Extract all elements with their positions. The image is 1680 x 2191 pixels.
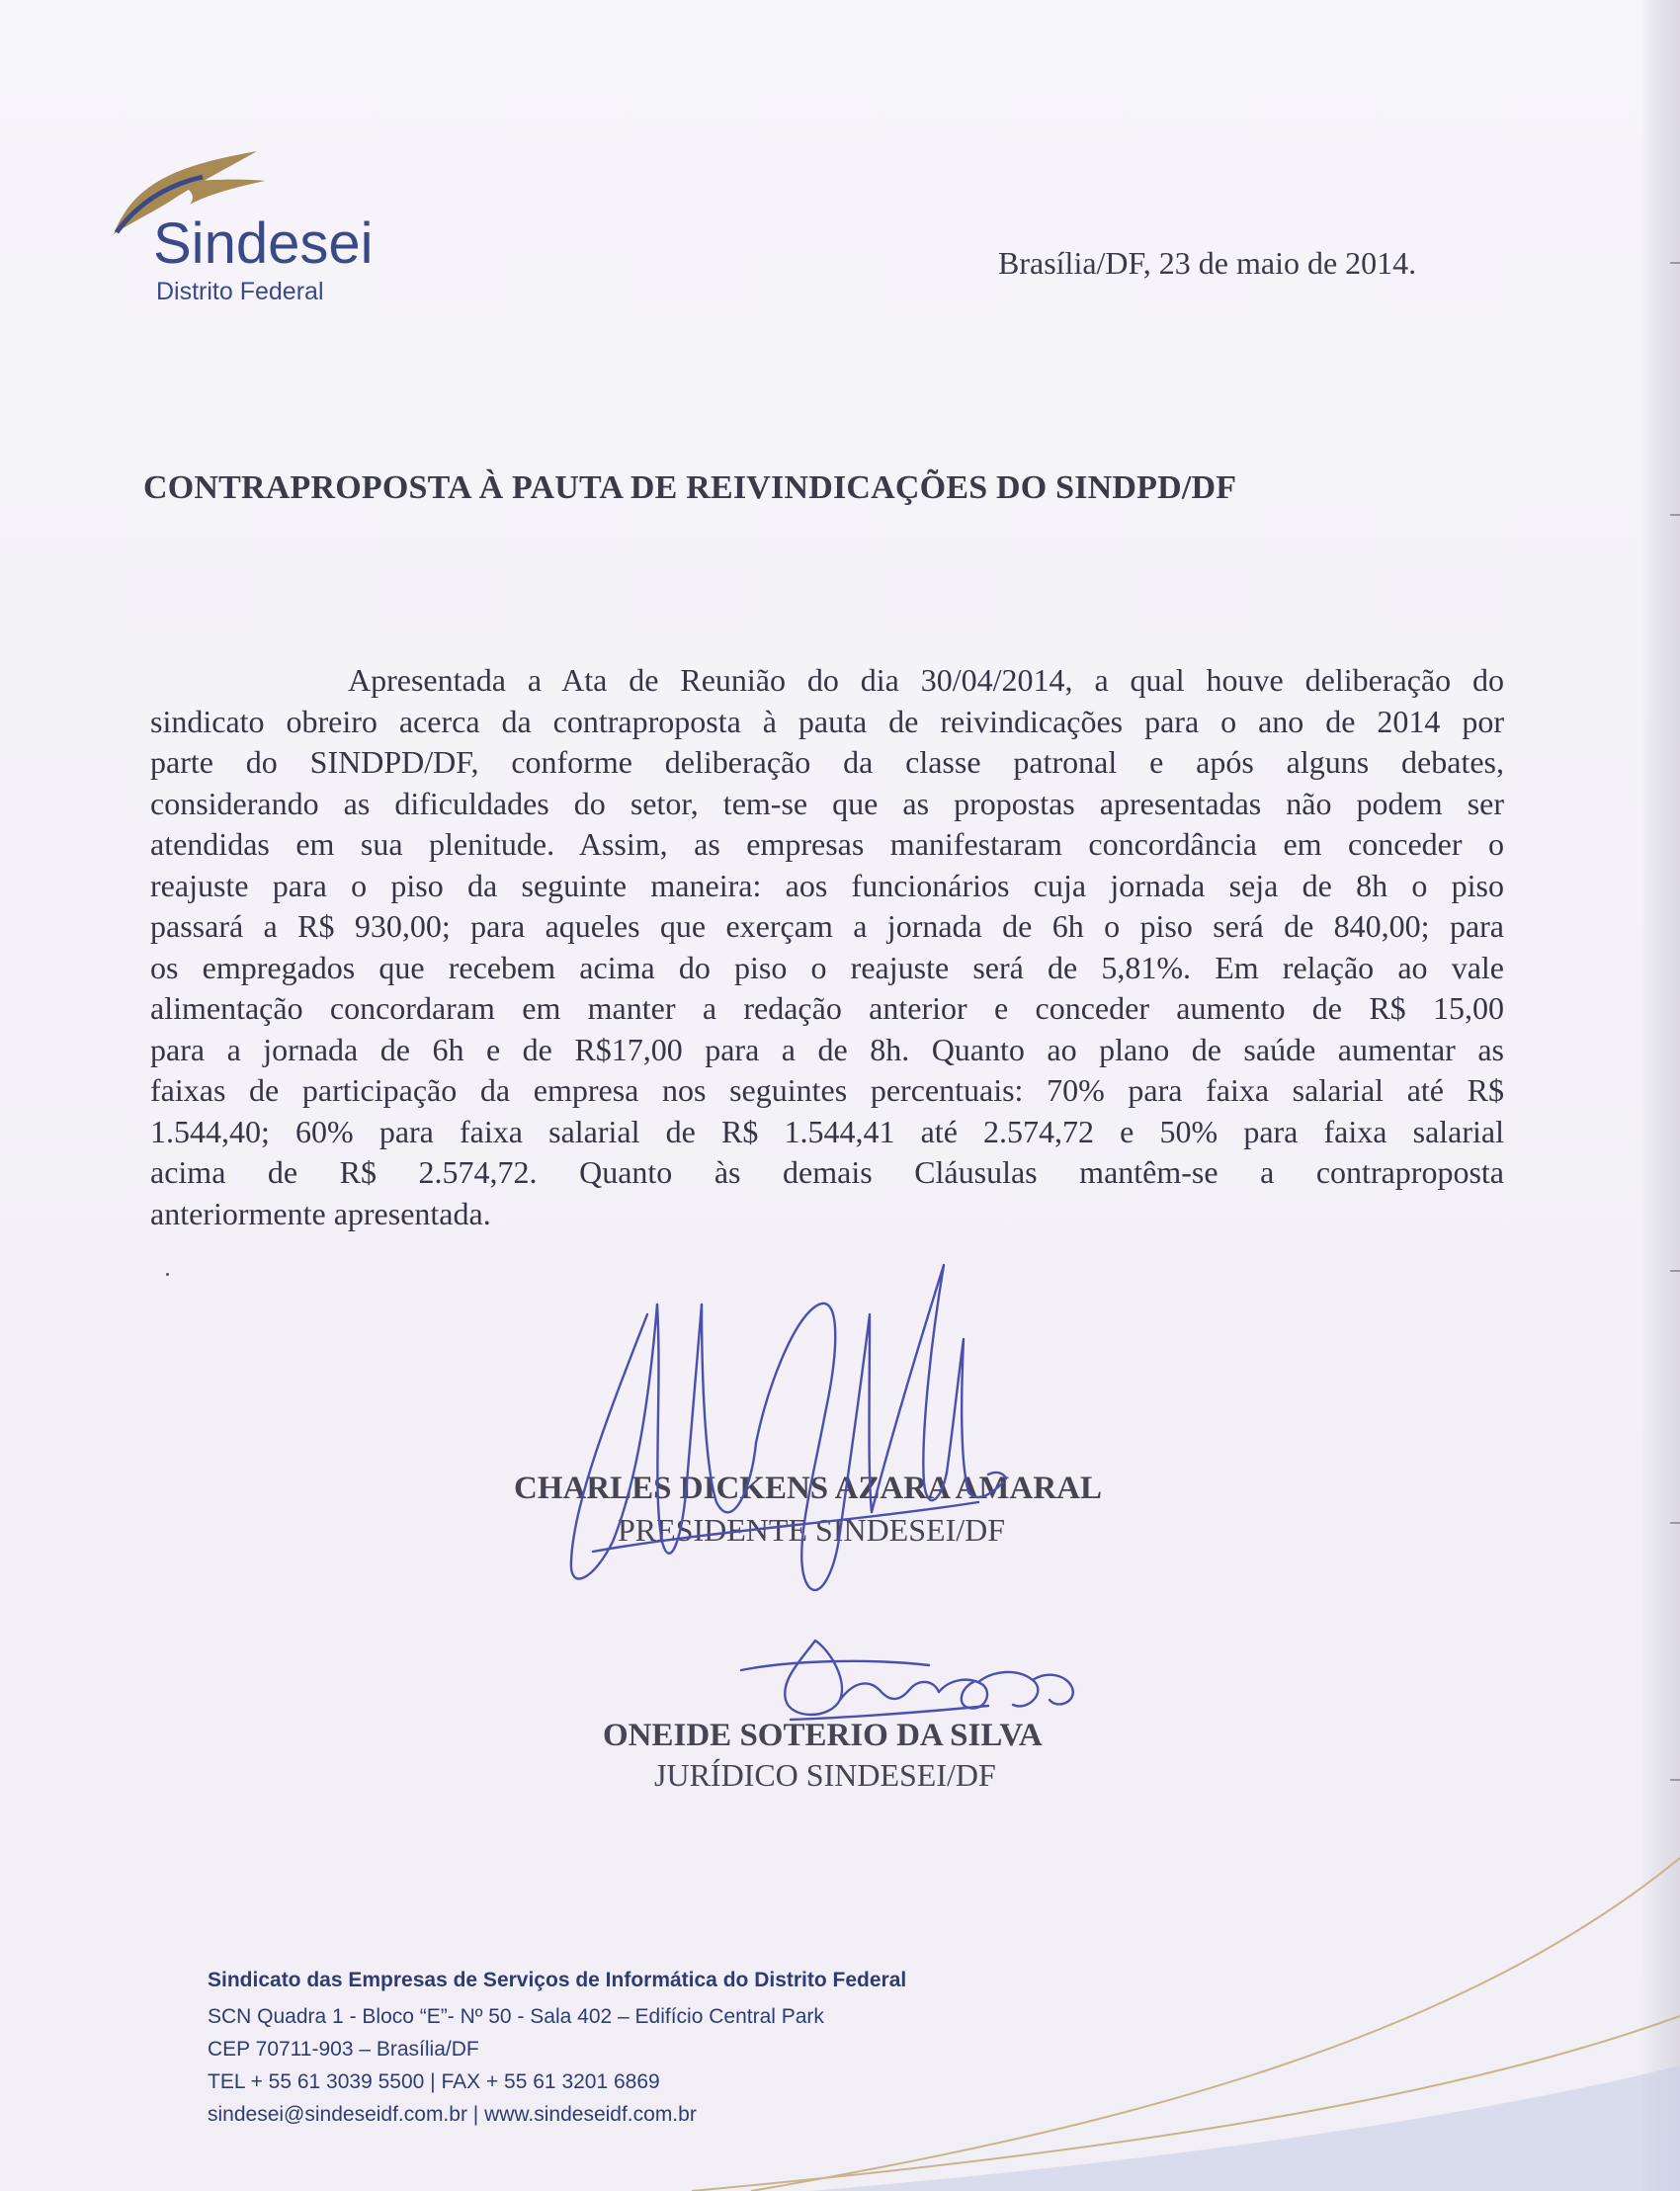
logo-region: Distrito Federal [156,278,324,305]
stray-dot [166,1273,169,1276]
body-line: faixas de participação da empresa nos seguintes percentuais: 70% para faixa salarial até R$ [150,1072,1504,1108]
body-line: atendidas em sua plenitude. Assim, as empresas manifestaram concordância em conceder o [150,826,1504,862]
footer-contact: sindesei@sindeseidf.com.br | www.sindeseidf.com.br [208,2103,697,2126]
footer-address: SCN Quadra 1 - Bloco “E”- Nº 50 - Sala 402 – Edifício Central Park [208,2005,824,2028]
footer-org-name: Sindicato das Empresas de Serviços de Informática do Distrito Federal [208,1969,907,1991]
body-line: parte do SINDPD/DF, conforme deliberação da classe patronal e após alguns debates, [150,744,1504,780]
sindesei-logo [109,143,405,311]
letterhead-footer [208,1969,1295,2131]
body-line: passará a R$ 930,00; para aqueles que exerçam a jornada de 6h o piso será de 840,00; para [150,908,1504,944]
body-line: sindicato obreiro acerca da contraproposta à pauta de reivindicações para o ano de 2014 por [150,703,1504,739]
body-line: Apresentada a Ata de Reunião do dia 30/04/2014, a qual houve deliberação do [348,662,1504,698]
signatory-role: PRESIDENTE SINDESEI/DF [618,1512,1006,1548]
body-line: 1.544,40; 60% para faixa salarial de R$ 1.544,41 até 2.574,72 e 50% para faixa salarial [150,1113,1504,1149]
president-signature [553,1245,1028,1611]
body-line: considerando as dificuldades do setor, tem-se que as propostas apresentadas não podem ser [150,785,1504,821]
body-line: para a jornada de 6h e de R$17,00 para a de 8h. Quanto ao plano de saúde aumentar as [150,1031,1504,1067]
document-title: CONTRAPROPOSTA À PAUTA DE REIVINDICAÇÕES DO SINDPD/DF [143,469,1237,506]
body-line: reajuste para o piso da seguinte maneira: aos funcionários cuja jornada seja de 8h o piso [150,867,1504,903]
signatory-role: JURÍDICO SINDESEI/DF [654,1757,996,1793]
signatory-name: ONEIDE SOTERIO DA SILVA [603,1718,1043,1753]
body-line: alimentação concordaram em manter a redação anterior e conceder aumento de R$ 15,00 [150,990,1504,1026]
body-line: os empregados que recebem acima do piso o reajuste será de 5,81%. Em relação ao vale [150,949,1504,985]
body-paragraph [150,660,1504,1234]
body-line: anteriormente apresentada. [150,1195,491,1231]
legal-signature [731,1621,1087,1739]
date-line: Brasília/DF, 23 de maio de 2014. [998,245,1417,281]
footer-phone: TEL + 55 61 3039 5500 | FAX + 55 61 3201 6869 [208,2070,660,2093]
logo-name: Sindesei [153,211,374,276]
footer-cep: CEP 70711-903 – Brasília/DF [208,2038,479,2061]
signatory-name: CHARLES DICKENS AZARA AMARAL [514,1471,1103,1506]
body-line: acima de R$ 2.574,72. Quanto às demais Cláusulas mantêm-se a contraproposta [150,1154,1504,1190]
